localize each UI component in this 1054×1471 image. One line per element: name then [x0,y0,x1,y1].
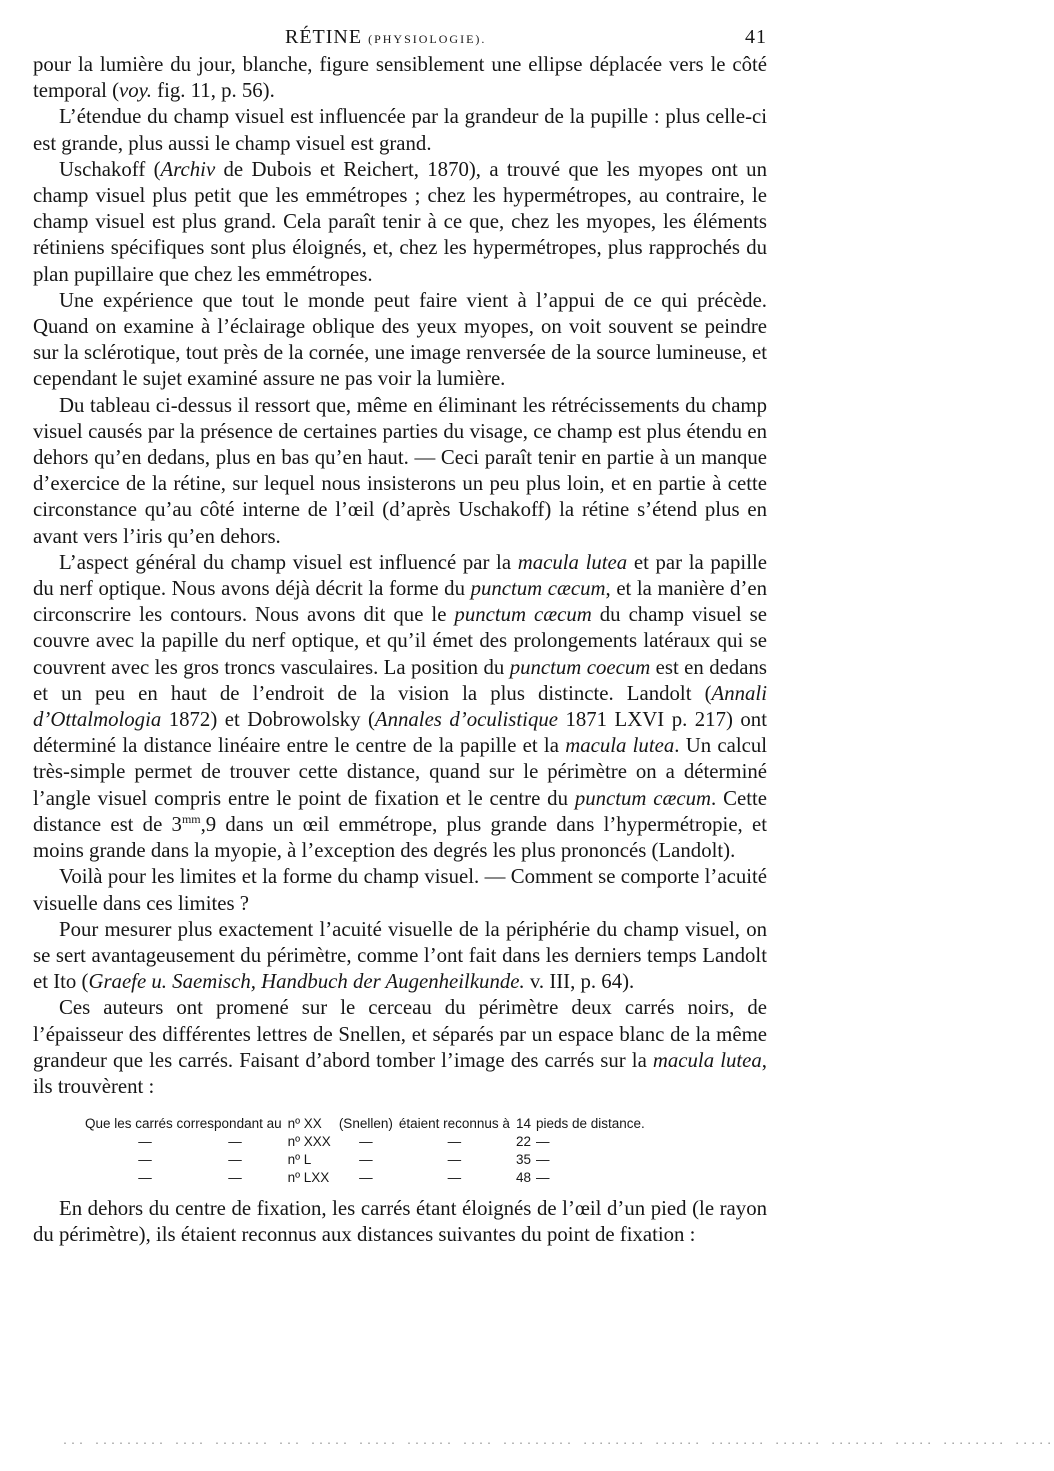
paragraph: Ces auteurs ont promené sur le cerceau du périmètre deux carrés noirs, de l’épaisseur des différentes lettres de Snellen, et séparés par un espace blanc de la même grandeur que les carrés. Faisant d’abord tomber l’image des carrés sur la macula lutea, ils trouvèrent : [33,996,767,1098]
table-row [85,1132,645,1150]
table-cell: nº L [287,1151,312,1167]
table-cell: Que les carrés correspondant au [85,1115,282,1131]
table-cell: — [447,1133,462,1149]
snellen-table [33,1114,767,1186]
table-cell: (Snellen) [338,1115,393,1131]
table-cell: nº XX [287,1115,322,1131]
table-cell: — [359,1133,373,1149]
table-cell: — [535,1133,550,1149]
table-cell: 35 [515,1151,531,1167]
paragraph: L’aspect général du champ visuel est influencé par la macula lutea et par la papille du nerf optique. Nous avons déjà décrit la forme du punctum cæcum, et la manière d’en circonscrire les contours. Nous avons dit que le punctum cæcum du champ visuel se couvre avec la papille du nerf optique, et qu’il émet des prolongements latéraux qui se couvrent avec les gros troncs vasculaires. La position du punctum coecum est en dedans et un peu en haut de l’endroit de la vision la plus distincte. Landolt (Annali d’Ottalmologia 1872) et Dobrowolsky (Annales d’oculistique 1871 LXVI p. 217) ont déterminé la distance linéaire entre le centre de la papille et la macula lutea. Un calcul très-simple permet de trouver cette distance, quand sur le périmètre on a déterminé l’angle visuel compris entre le point de fixation et le centre du punctum cæcum. Cette distance est de $3^{mm},9$ dans un œil emmétrope, plus grande dans l’hypermétropie, et moins grande dans la myopie, à l’exception des degrés les plus prononcés (Landolt). [33,550,768,863]
table-cell: — — [138,1169,242,1185]
table-cell: étaient reconnus à [398,1115,510,1131]
table-cell: — [447,1169,462,1185]
table-cell: 48 [515,1169,531,1185]
paragraph: L’étendue du champ visuel est influencée par la grandeur de la pupille : plus celle-ci est grande, plus aussi le champ visuel est grand. [33,105,767,155]
table-cell: nº XXX [287,1133,331,1149]
table-row [85,1114,645,1132]
table-cell: pieds de distance. [535,1115,645,1131]
table-cell: — [447,1151,462,1167]
running-title: RÉTINE (PHYSIOLOGIE). [285,26,487,48]
table-row [85,1168,645,1186]
table-cell: nº LXX [287,1169,330,1185]
paragraph: Voilà pour les limites et la forme du champ visuel. — Comment se comporte l’acuité visuelle dans ces limites ? [33,865,767,915]
table-cell: — [535,1169,550,1185]
paragraph: Du tableau ci-dessus il ressort que, même en éliminant les rétrécissements du champ visuel causés par la présence de certaines parties du visage, ce champ est plus étendu en dehors qu’en dedans, plus en bas qu’en haut. — Ceci paraît tenir en partie à un manque d’exercice de la rétine, sur lequel nous insisterons un peu plus loin, et en partie à cette circonstance qu’au côté interne de l’œil (d’après Uschakoff) la rétine s’étend plus en avant vers l’iris qu’en dehors. [33,393,767,548]
paragraph: Pour mesurer plus exactement l’acuité visuelle de la périphérie du champ visuel, on se sert avantageusement du périmètre, comme l’ont fait dans les derniers temps Landolt et Ito (Graefe u. Saemisch, Handbuch der Augenheilkunde. v. III, p. 64). [33,917,767,994]
body-text [33,52,767,1249]
paragraph: En dehors du centre de fixation, les carrés étant éloignés de l’œil d’un pied (le rayon du périmètre), ils étaient reconnus aux distances suivantes du point de fixation : [33,1197,767,1247]
table-cell: — [359,1151,373,1167]
dotted-rule: ... ......... .... ....... ... ..... ..... ...... .... ......... ........ ...... ....... ...... ....... ..... ........ ..... [62,1437,1054,1448]
page-number: 41 [745,26,767,48]
table-cell: 22 [515,1133,531,1149]
page [33,26,767,1249]
table-cell: — — [138,1133,242,1149]
paragraph: Uschakoff (Archiv de Dubois et Reichert, 1870), a trouvé que les myopes ont un champ visuel plus petit que les emmétropes ; chez les hypermétropes, au contraire, le champ visuel est plus grand. Cela paraît tenir à ce que, chez les myopes, les éléments rétiniens spécifiques sont plus éloignés, et, chez les hypermétropes, plus rapprochés du plan pupillaire que chez les emmétropes. [33,157,767,286]
table-cell: — [535,1151,550,1167]
paragraph: pour la lumière du jour, blanche, figure sensiblement une ellipse déplacée vers le côté temporal (voy. fig. 11, p. 56). [33,53,767,103]
running-header [33,26,767,52]
table-cell: 14 [515,1115,531,1131]
paragraph: Une expérience que tout le monde peut faire vient à l’appui de ce qui précède. Quand on examine à l’éclairage oblique des yeux myopes, on voit souvent se peindre sur la sclérotique, tout près de la cornée, une image renversée de la source lumineuse, et cependant le sujet examiné assure ne pas voir la lumière. [33,288,767,391]
table-cell: — [359,1169,373,1185]
table-cell: — — [138,1151,242,1167]
table-row [85,1150,645,1168]
